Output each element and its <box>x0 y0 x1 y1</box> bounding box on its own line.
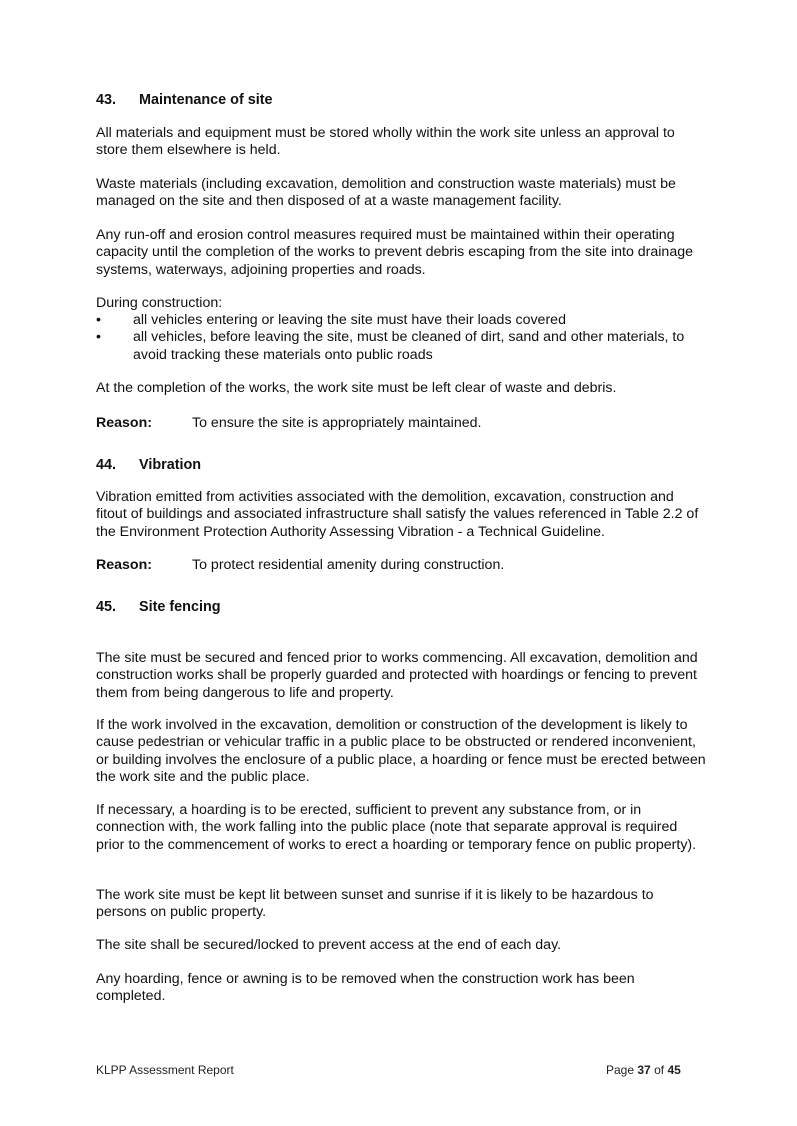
bullet-item: • all vehicles, before leaving the site, must be cleaned of dirt, sand and other materials, to avoid tracking these materials onto public roads <box>96 329 685 363</box>
footer-page-number: Page 37 of 45 <box>606 1063 681 1077</box>
paragraph: The site shall be secured/locked to prevent access at the end of each day. <box>96 937 562 953</box>
section-44-heading <box>96 457 706 474</box>
section-title: Vibration <box>139 457 202 473</box>
paragraph: Any hoarding, fence or awning is to be removed when the construction work has been completed. <box>96 971 635 1005</box>
section-43-heading <box>96 92 706 109</box>
paragraph: Any run-off and erosion control measures required must be maintained within their operating capacity until the completion of the works to prevent debris escaping from the site into drainage systems, waterways, adjoining properties and roads. <box>96 227 693 278</box>
section-title: Maintenance of site <box>139 92 273 108</box>
footer-report-title: KLPP Assessment Report <box>96 1063 234 1077</box>
paragraph: Vibration emitted from activities associated with the demolition, excavation, construction and fitout of buildings and associated infrastructure shall satisfy the values referenced in Table 2.2 of the Environment Protection Authority Assessing Vibration - a Technical Guideline. <box>96 489 699 540</box>
bullet-icon: • <box>96 329 101 346</box>
bullet-item: • all vehicles entering or leaving the site must have their loads covered <box>96 312 566 328</box>
reason-line <box>96 557 706 574</box>
section-45-heading <box>96 599 706 616</box>
paragraph: Waste materials (including excavation, demolition and construction waste materials) must be managed on the site and then disposed of at a waste management facility. <box>96 176 676 210</box>
reason-line <box>96 415 706 432</box>
paragraph: If the work involved in the excavation, demolition or construction of the development is likely to cause pedestrian or vehicular traffic in a public place to be obstructed or rendered inconvenient, or building involves the enclosure of a public place, a hoarding or fence must be erected between the work site and the public place. <box>96 717 706 785</box>
section-number: 45. <box>96 599 117 615</box>
section-number: 43. <box>96 92 117 108</box>
paragraph: At the completion of the works, the work site must be left clear of waste and debris. <box>96 380 617 396</box>
paragraph: All materials and equipment must be stored wholly within the work site unless an approval to store them elsewhere is held. <box>96 125 675 159</box>
bullet-list <box>96 312 706 364</box>
reason-label: Reason: <box>96 415 152 431</box>
reason-text: To ensure the site is appropriately maintained. <box>192 415 482 431</box>
reason-label: Reason: <box>96 557 152 573</box>
section-number: 44. <box>96 457 117 473</box>
paragraph: During construction: <box>96 295 223 311</box>
paragraph: The site must be secured and fenced prior to works commencing. All excavation, demolition and construction works shall be properly guarded and protected with hoardings or fencing to prevent them from being dangerous to life and property. <box>96 650 698 701</box>
bullet-icon: • <box>96 312 101 328</box>
paragraph: The work site must be kept lit between sunset and sunrise if it is likely to be hazardous to persons on public property. <box>96 887 654 921</box>
reason-text: To protect residential amenity during construction. <box>192 557 505 573</box>
paragraph: If necessary, a hoarding is to be erected, sufficient to prevent any substance from, or in connection with, the work falling into the public place (note that separate approval is required prior to the commencement of works to erect a hoarding or temporary fence on public property). <box>96 802 697 853</box>
section-title: Site fencing <box>139 599 221 615</box>
